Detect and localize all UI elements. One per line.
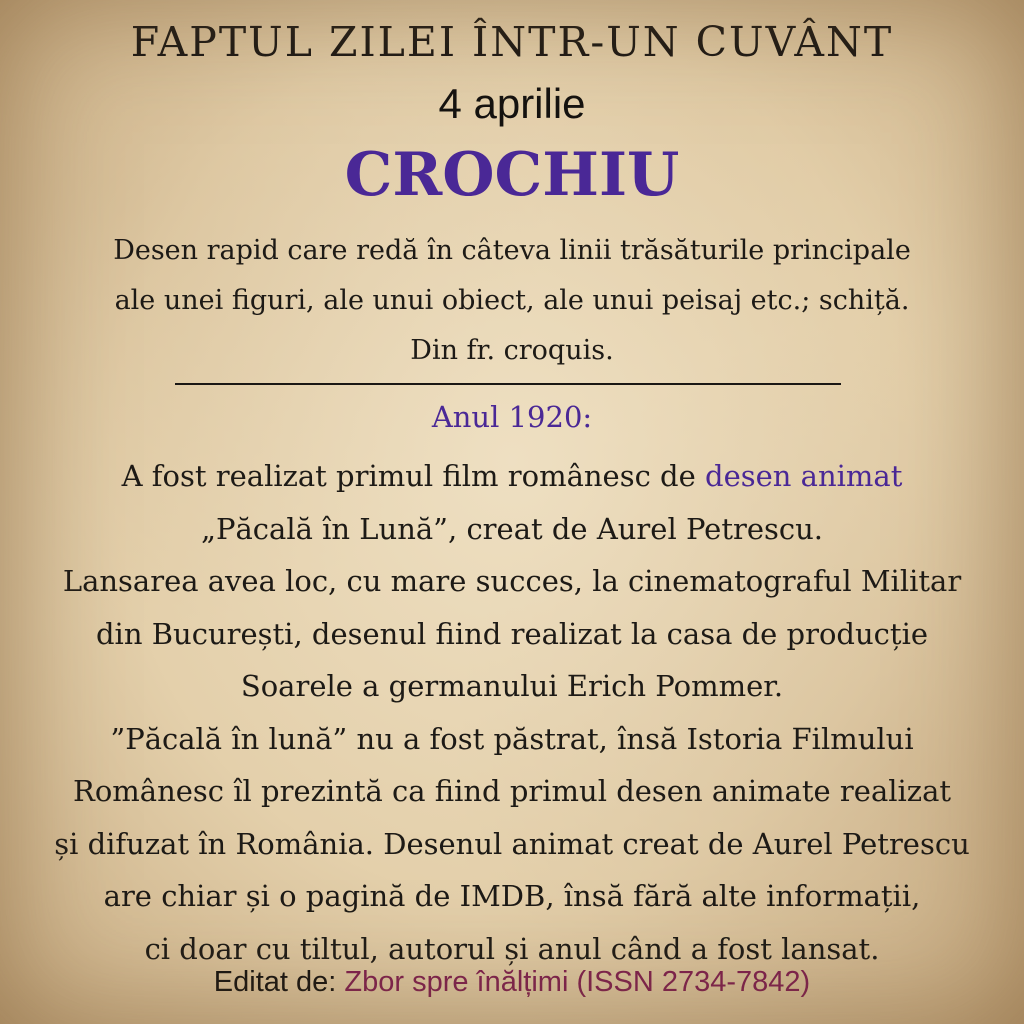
fact-line: și difuzat în România. Desenul animat creat de Aurel Petrescu <box>54 826 970 861</box>
fact-line-text: A fost realizat primul film românesc de <box>121 459 705 493</box>
fact-line: din București, desenul fiind realizat la casa de producție <box>95 616 929 651</box>
fact-line <box>0 450 1024 503</box>
etymology-line: Din fr. croquis. <box>410 335 614 366</box>
fact-line: ci doar cu tiltul, autorul și anul când a fost lansat. <box>144 931 880 966</box>
definition-line: ale unei figuri, ale unui obiect, ale unui peisaj etc.; schiță. <box>114 285 910 316</box>
section-divider <box>175 383 841 385</box>
definition-line: Desen rapid care redă în câteva linii trăsăturile principale <box>113 235 911 266</box>
footer-label: Editat de: <box>213 966 345 998</box>
header-date: 4 aprilie <box>438 80 586 127</box>
featured-word: CROCHIU <box>344 140 680 210</box>
fact-line: are chiar și o pagină de IMDB, însă fără alte informații, <box>103 879 921 913</box>
footer-source: Zbor spre înălțimi (ISSN 2734-7842) <box>344 966 811 998</box>
fact-line: Soarele a germanului Erich Pommer. <box>240 669 784 703</box>
fact-body <box>0 450 1024 975</box>
footer-credit <box>0 966 1024 999</box>
fact-year-label: Anul 1920: <box>431 400 593 434</box>
fact-line: Românesc îl prezintă ca fiind primul desen animate realizat <box>72 774 952 808</box>
header-title: FAPTUL ZILEI ÎNTR-UN CUVÂNT <box>130 18 894 66</box>
fact-line: Lansarea avea loc, cu mare succes, la cinematograful Militar <box>62 564 962 598</box>
fact-line-highlight: desen animat <box>705 459 903 493</box>
fact-line: ”Păcală în lună” nu a fost păstrat, însă Istoria Filmului <box>110 721 914 756</box>
definition-block <box>0 226 1024 376</box>
fact-line: „Păcală în Lună”, creat de Aurel Petrescu. <box>200 511 824 546</box>
